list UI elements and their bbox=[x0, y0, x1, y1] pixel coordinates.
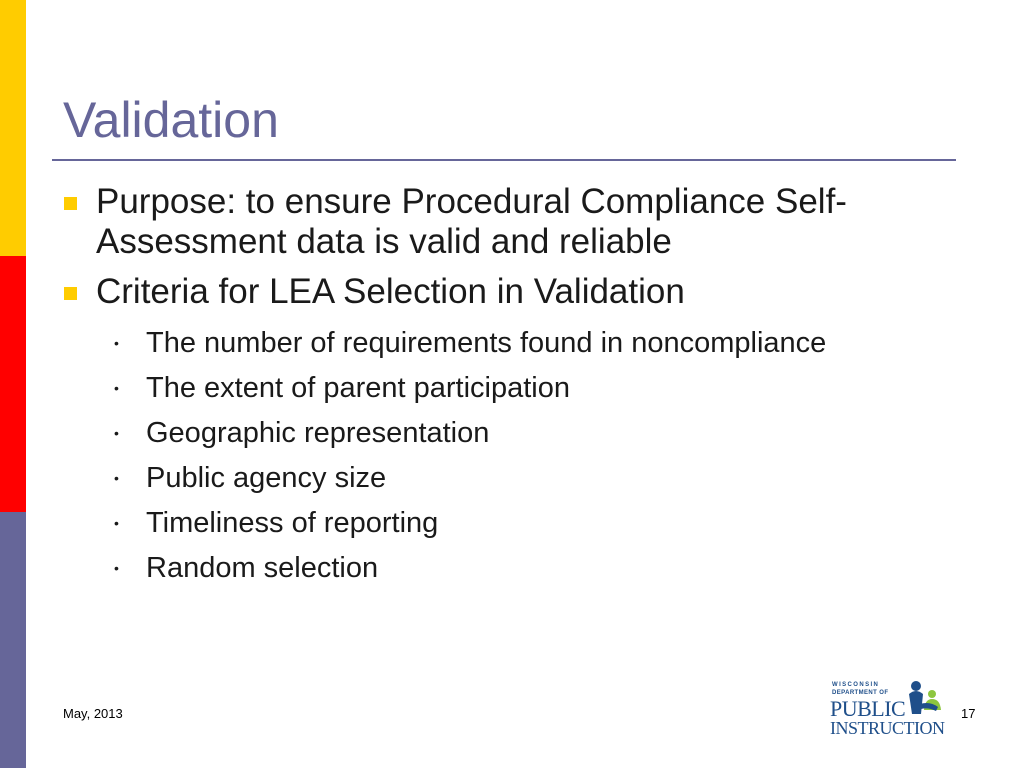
side-bar-red bbox=[0, 256, 26, 512]
title-underline bbox=[52, 159, 956, 161]
sub-bullet-item bbox=[96, 501, 962, 546]
sub-bullet-text: The number of requirements found in noncompliance bbox=[146, 327, 827, 359]
side-bar-purple bbox=[0, 512, 26, 768]
sub-bullet-item bbox=[96, 366, 962, 411]
dot-bullet-icon: • bbox=[114, 380, 119, 396]
sub-bullet-text: Timeliness of reporting bbox=[146, 507, 439, 539]
sub-bullet-text: Public agency size bbox=[146, 462, 387, 494]
side-bar-yellow bbox=[0, 0, 26, 256]
dot-bullet-icon: • bbox=[114, 470, 119, 486]
sub-bullet-item bbox=[96, 456, 962, 501]
logo-line-department: DEPARTMENT OF bbox=[832, 690, 889, 696]
sub-bullet-text: The extent of parent participation bbox=[146, 372, 570, 404]
square-bullet-icon bbox=[64, 287, 77, 300]
bullet-item-criteria bbox=[62, 272, 962, 591]
side-color-bar bbox=[0, 0, 26, 768]
dot-bullet-icon: • bbox=[114, 425, 119, 441]
bullet-item-purpose bbox=[62, 182, 962, 262]
dot-bullet-icon: • bbox=[114, 515, 119, 531]
sub-bullet-text: Geographic representation bbox=[146, 417, 490, 449]
sub-bullet-item bbox=[96, 546, 962, 591]
sub-bullet-item bbox=[96, 411, 962, 456]
bullet-list bbox=[62, 182, 962, 591]
logo-line-public: PUBLIC bbox=[830, 696, 906, 721]
bullet-text: Criteria for LEA Selection in Validation bbox=[96, 272, 685, 311]
sub-bullet-item bbox=[96, 321, 962, 366]
square-bullet-icon bbox=[64, 197, 77, 210]
dot-bullet-icon: • bbox=[114, 560, 119, 576]
slide-title: Validation bbox=[63, 92, 279, 148]
dot-bullet-icon: • bbox=[114, 335, 119, 351]
logo-line-wisconsin: WISCONSIN bbox=[832, 682, 880, 688]
family-icon bbox=[904, 680, 944, 720]
dpi-logo bbox=[828, 680, 946, 740]
sub-bullet-list bbox=[96, 321, 962, 591]
footer-date: May, 2013 bbox=[63, 706, 123, 721]
logo-line-instruction: INSTRUCTION bbox=[830, 718, 945, 738]
bullet-text: Purpose: to ensure Procedural Compliance Self-Assessment data is valid and reliable bbox=[96, 182, 847, 261]
sub-bullet-text: Random selection bbox=[146, 552, 379, 584]
page-number: 17 bbox=[961, 706, 976, 721]
